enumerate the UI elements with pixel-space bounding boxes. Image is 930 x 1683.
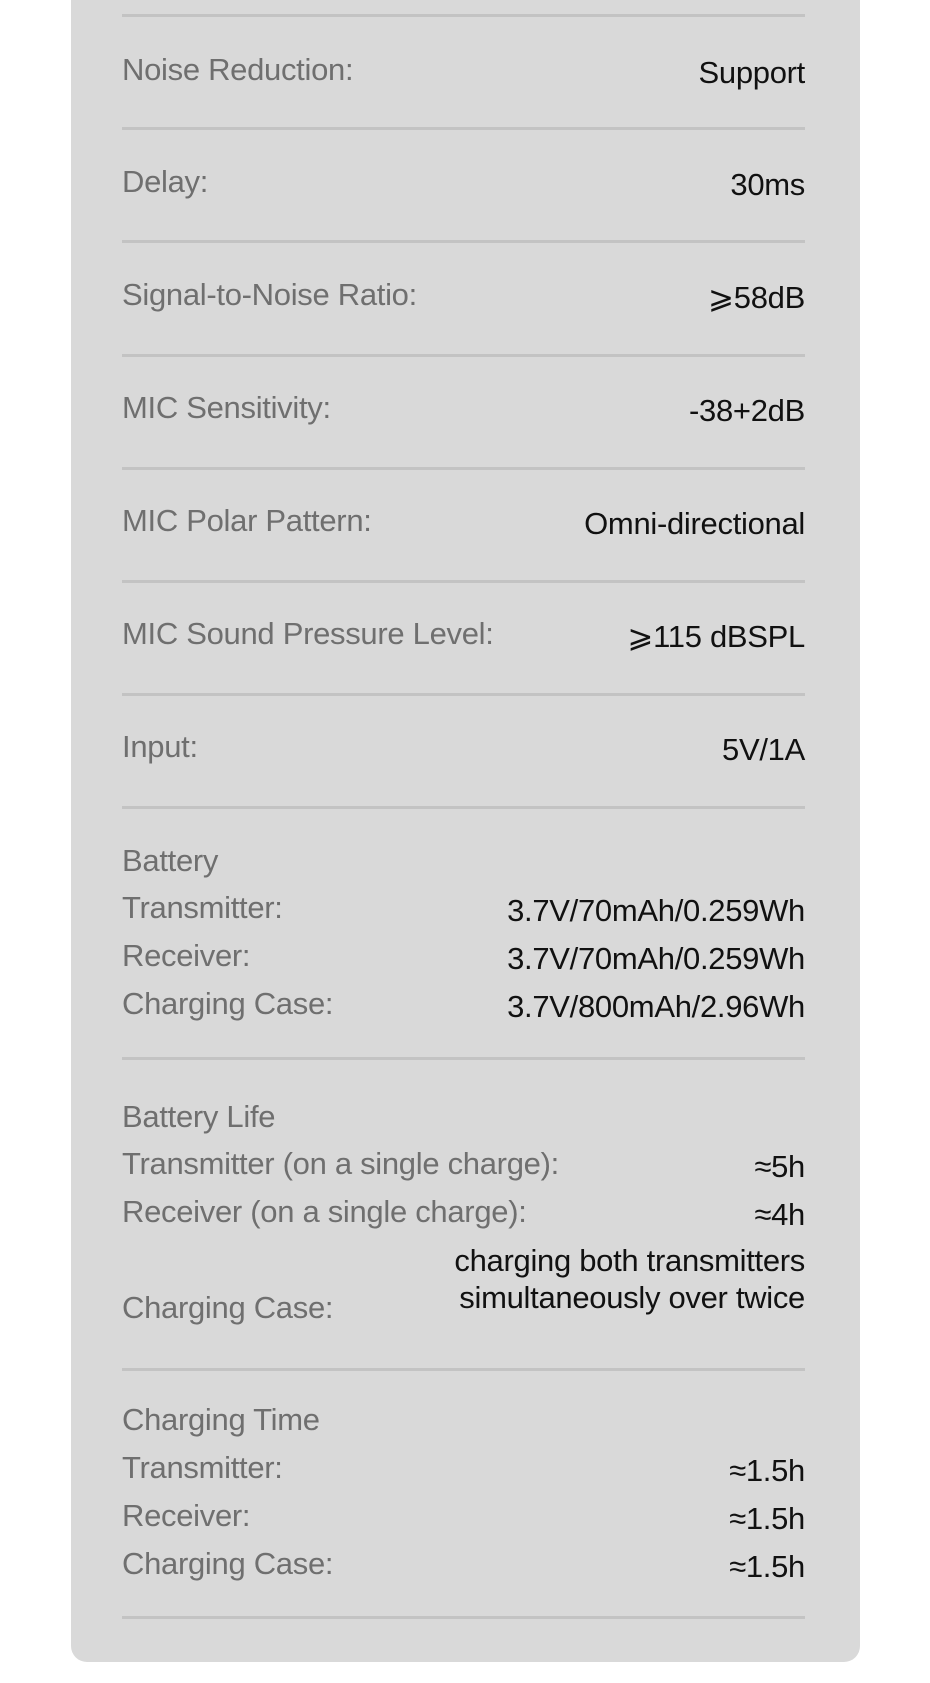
divider xyxy=(122,127,805,130)
battery-case-label: Charging Case: xyxy=(122,986,334,1021)
battery-receiver-value: 3.7V/70mAh/0.259Wh xyxy=(507,941,805,976)
battery-life-transmitter-label: Transmitter (on a single charge): xyxy=(122,1146,559,1181)
spec-value-mic-spl: ⩾115 dBSPL xyxy=(627,619,805,654)
divider xyxy=(122,240,805,243)
spec-label-mic-spl: MIC Sound Pressure Level: xyxy=(122,616,494,651)
battery-transmitter-label: Transmitter: xyxy=(122,890,283,925)
divider xyxy=(122,1368,805,1371)
charging-time-receiver-label: Receiver: xyxy=(122,1498,251,1533)
spec-label-noise-reduction: Noise Reduction: xyxy=(122,52,354,87)
spec-label-mic-sensitivity: MIC Sensitivity: xyxy=(122,390,331,425)
battery-life-case-value-line2: simultaneously over twice xyxy=(459,1280,805,1315)
spec-value-noise-reduction: Support xyxy=(698,55,805,90)
spec-value-delay: 30ms xyxy=(730,167,805,202)
battery-case-value: 3.7V/800mAh/2.96Wh xyxy=(507,989,805,1024)
divider xyxy=(122,1616,805,1619)
divider xyxy=(122,693,805,696)
battery-life-case-label: Charging Case: xyxy=(122,1290,334,1325)
divider xyxy=(122,806,805,809)
divider xyxy=(122,580,805,583)
charging-time-receiver-value: ≈1.5h xyxy=(729,1501,805,1536)
charging-time-transmitter-value: ≈1.5h xyxy=(729,1453,805,1488)
charging-time-case-label: Charging Case: xyxy=(122,1546,334,1581)
charging-time-transmitter-label: Transmitter: xyxy=(122,1450,283,1485)
spec-value-mic-sensitivity: -38+2dB xyxy=(689,393,805,428)
charging-time-heading: Charging Time xyxy=(122,1402,320,1437)
divider xyxy=(122,467,805,470)
spec-label-input: Input: xyxy=(122,729,198,764)
spec-label-snr: Signal-to-Noise Ratio: xyxy=(122,277,417,312)
battery-receiver-label: Receiver: xyxy=(122,938,251,973)
battery-life-heading: Battery Life xyxy=(122,1099,276,1134)
divider xyxy=(122,1057,805,1060)
spec-label-mic-polar-pattern: MIC Polar Pattern: xyxy=(122,503,372,538)
battery-life-receiver-label: Receiver (on a single charge): xyxy=(122,1194,527,1229)
divider xyxy=(122,14,805,17)
battery-heading: Battery xyxy=(122,843,219,878)
battery-life-case-value-line1: charging both transmitters xyxy=(454,1243,805,1278)
battery-life-transmitter-value: ≈5h xyxy=(754,1149,805,1184)
spec-value-input: 5V/1A xyxy=(722,732,805,767)
divider xyxy=(122,354,805,357)
battery-transmitter-value: 3.7V/70mAh/0.259Wh xyxy=(507,893,805,928)
spec-label-delay: Delay: xyxy=(122,164,209,199)
battery-life-receiver-value: ≈4h xyxy=(754,1197,805,1232)
spec-value-snr: ⩾58dB xyxy=(708,280,805,315)
charging-time-case-value: ≈1.5h xyxy=(729,1549,805,1584)
spec-value-mic-polar-pattern: Omni-directional xyxy=(584,506,805,541)
